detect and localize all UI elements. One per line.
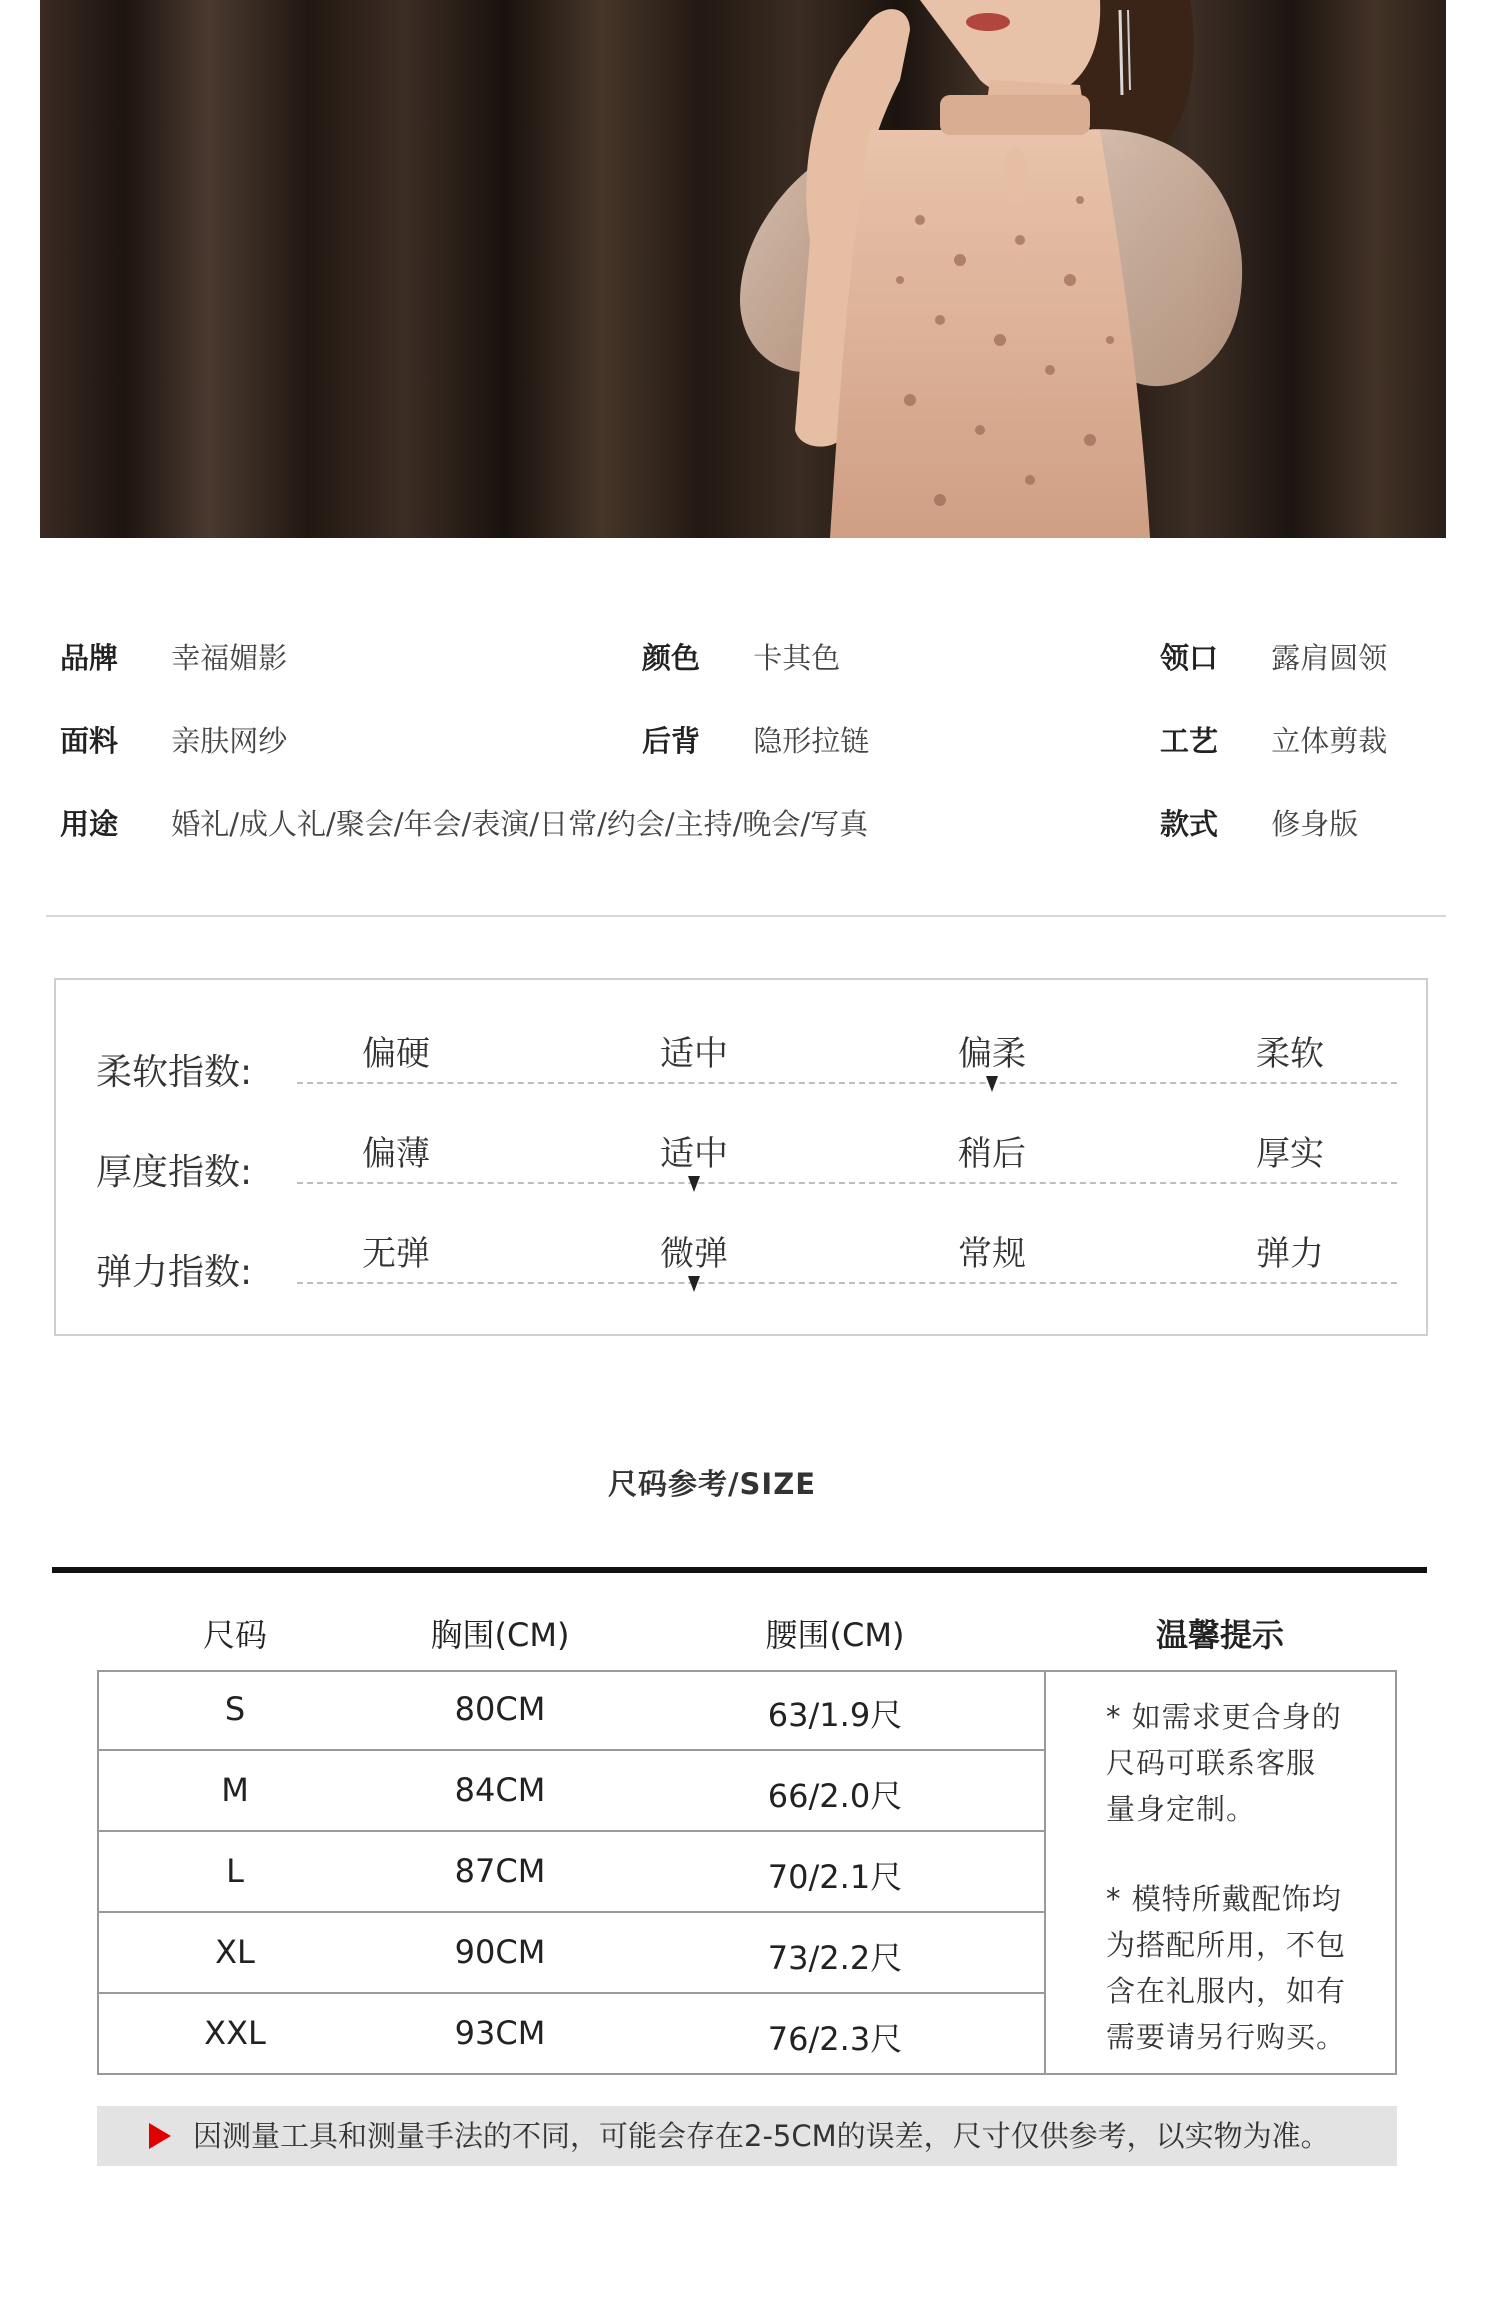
spec-style [1160, 802, 1358, 843]
size-cell: L [226, 1852, 244, 1890]
spec-value: 卡其色 [753, 641, 841, 675]
tip-line: * 模特所戴配饰均 [1106, 1882, 1342, 1916]
thickness-option: 偏薄 [362, 1134, 430, 1174]
tip-line: 含在礼服内，如有 [1106, 1974, 1347, 2008]
bust-cell: 84CM [454, 1771, 546, 1809]
spec-key: 款式 [1160, 807, 1219, 841]
spec-color [642, 636, 840, 677]
softness-option: 偏硬 [362, 1034, 430, 1074]
tip-line: 量身定制。 [1106, 1792, 1257, 1826]
elasticity-option: 无弹 [362, 1234, 430, 1274]
size-cell: XXL [204, 2014, 266, 2052]
spec-key: 面料 [60, 724, 119, 758]
size-cell: S [224, 1690, 246, 1728]
elasticity-option: 微弹 [660, 1234, 728, 1274]
waist-cell: 76/2.3尺 [767, 2020, 903, 2058]
softness-option: 柔软 [1256, 1034, 1324, 1074]
spec-value: 立体剪裁 [1271, 724, 1388, 758]
spec-value: 修身版 [1271, 807, 1359, 841]
spec-fabric [60, 719, 287, 760]
bust-cell: 93CM [454, 2014, 546, 2052]
thickness-selected-marker [688, 1176, 700, 1192]
elasticity-selected-marker [688, 1276, 700, 1292]
tip-line: * 如需求更合身的 [1106, 1700, 1342, 1734]
measurement-note-text: 因测量工具和测量手法的不同，可能会存在2-5CM的误差，尺寸仅供参考，以实物为准。 [193, 2119, 1330, 2153]
spec-key: 品牌 [60, 641, 119, 675]
softness-option: 偏柔 [958, 1034, 1026, 1074]
thickness-option: 稍后 [958, 1134, 1026, 1174]
thickness-option: 厚实 [1256, 1134, 1324, 1174]
waist-cell: 63/1.9尺 [767, 1696, 903, 1734]
spec-value: 婚礼/成人礼/聚会/年会/表演/日常/约会/主持/晚会/写真 [171, 807, 869, 841]
waist-cell: 70/2.1尺 [767, 1858, 903, 1896]
spec-key: 工艺 [1160, 724, 1219, 758]
bust-cell: 87CM [454, 1852, 546, 1890]
spec-key: 用途 [60, 807, 119, 841]
row-divider [97, 1992, 1045, 1994]
softness-index-label: 柔软指数: [96, 1052, 253, 1093]
tips-column-divider [1044, 1670, 1046, 2075]
section-divider [46, 915, 1446, 917]
waist-cell: 66/2.0尺 [767, 1777, 903, 1815]
spec-value: 亲肤网纱 [171, 724, 288, 758]
tip-accessories [1106, 1876, 1356, 2060]
row-divider [97, 1911, 1045, 1913]
spec-key: 后背 [642, 724, 701, 758]
product-photo [40, 0, 1446, 538]
spec-key: 颜色 [642, 641, 701, 675]
softness-scale-line [297, 1082, 1397, 1084]
bust-cell: 90CM [454, 1933, 546, 1971]
spec-key: 领口 [1160, 641, 1219, 675]
thickness-index-label: 厚度指数: [96, 1152, 253, 1193]
thickness-scale-line [297, 1182, 1397, 1184]
elasticity-index-label: 弹力指数: [96, 1252, 253, 1293]
spec-value: 隐形拉链 [753, 724, 870, 758]
row-divider [97, 1830, 1045, 1832]
measurement-note [97, 2106, 1397, 2166]
elasticity-scale-line [297, 1282, 1397, 1284]
spec-value: 露肩圆领 [1271, 641, 1388, 675]
size-header: 尺码 [202, 1616, 267, 1654]
spec-neckline [1160, 636, 1387, 677]
thickness-option: 适中 [660, 1134, 728, 1174]
bust-header: 胸围(CM) [430, 1616, 570, 1654]
size-cell: M [221, 1771, 249, 1809]
red-triangle-icon [149, 2123, 171, 2149]
waist-cell: 73/2.2尺 [767, 1939, 903, 1977]
tip-line: 为搭配所用，不包 [1106, 1928, 1347, 1962]
row-divider [97, 1749, 1045, 1751]
spec-value: 幸福媚影 [171, 641, 288, 675]
tip-line: 尺码可联系客服 [1106, 1746, 1317, 1780]
elasticity-option: 弹力 [1256, 1234, 1324, 1274]
bust-cell: 80CM [454, 1690, 546, 1728]
elasticity-option: 常规 [958, 1234, 1026, 1274]
model-illustration [40, 0, 1446, 538]
spec-brand [60, 636, 287, 677]
tips-header: 温馨提示 [1155, 1616, 1284, 1654]
waist-header: 腰围(CM) [765, 1616, 905, 1654]
tip-custom-size [1106, 1694, 1356, 1832]
spec-back [642, 719, 869, 760]
softness-option: 适中 [660, 1034, 728, 1074]
tip-line: 需要请另行购买。 [1106, 2020, 1347, 2054]
size-cell: XL [215, 1933, 255, 1971]
softness-selected-marker [986, 1076, 998, 1092]
spec-craft [1160, 719, 1387, 760]
size-section-title: 尺码参考/SIZE [607, 1467, 817, 1501]
size-section-rule [52, 1567, 1427, 1573]
spec-usage [60, 802, 868, 843]
